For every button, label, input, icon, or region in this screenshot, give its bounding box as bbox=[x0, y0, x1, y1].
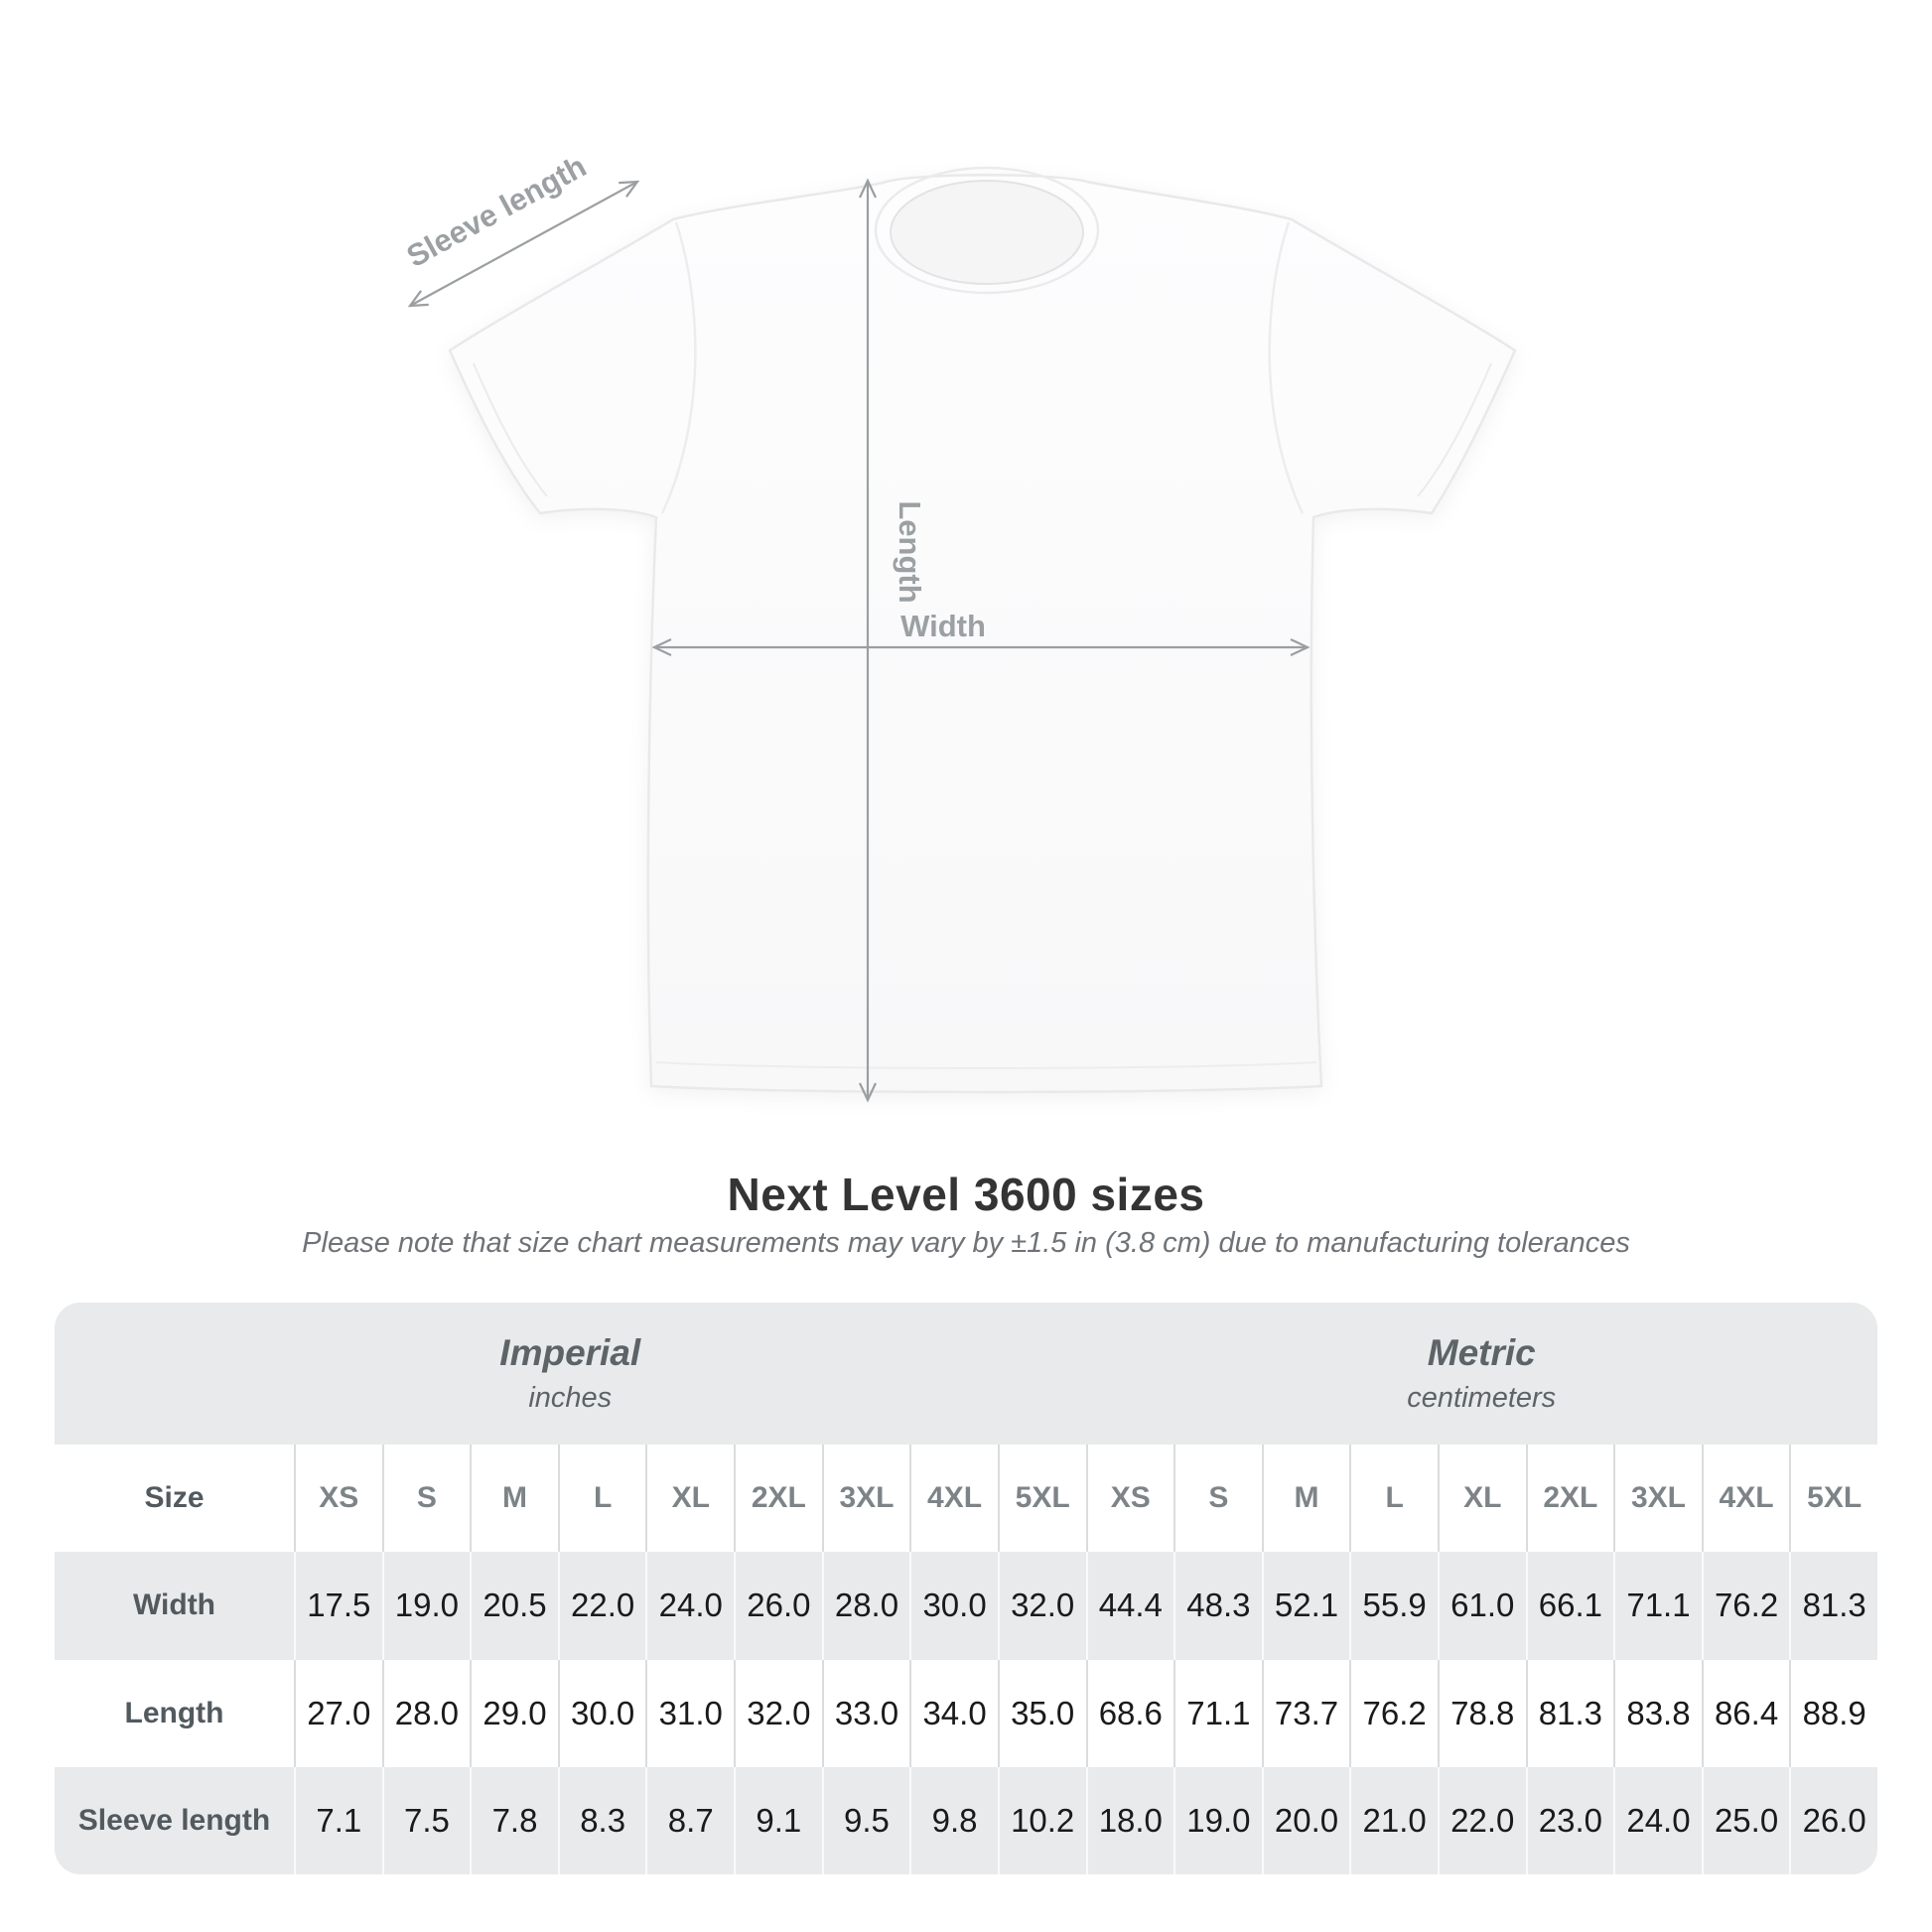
table-value-cell: 19.0 bbox=[1173, 1767, 1262, 1874]
table-value-cell: 25.0 bbox=[1702, 1767, 1790, 1874]
size-col-header-metric-l: L bbox=[1349, 1445, 1438, 1552]
table-value-cell: 81.3 bbox=[1526, 1660, 1614, 1767]
imperial-section-header bbox=[55, 1303, 1086, 1445]
table-value-cell: 68.6 bbox=[1086, 1660, 1174, 1767]
page-title: Next Level 3600 sizes bbox=[727, 1169, 1205, 1220]
table-value-cell: 61.0 bbox=[1438, 1552, 1526, 1659]
size-col-header-metric-5xl: 5XL bbox=[1789, 1445, 1877, 1552]
table-value-cell: 20.0 bbox=[1262, 1767, 1350, 1874]
size-col-header-metric-m: M bbox=[1262, 1445, 1350, 1552]
table-value-cell: 55.9 bbox=[1349, 1552, 1438, 1659]
table-value-cell: 17.5 bbox=[294, 1552, 382, 1659]
width-label: Width bbox=[900, 609, 986, 643]
size-col-header-imperial-xs: XS bbox=[294, 1445, 382, 1552]
table-value-cell: 88.9 bbox=[1789, 1660, 1877, 1767]
table-value-cell: 7.8 bbox=[470, 1767, 558, 1874]
table-value-cell: 76.2 bbox=[1349, 1660, 1438, 1767]
table-value-cell: 8.7 bbox=[645, 1767, 734, 1874]
table-value-cell: 66.1 bbox=[1526, 1552, 1614, 1659]
table-value-cell: 8.3 bbox=[558, 1767, 646, 1874]
table-value-cell: 24.0 bbox=[1613, 1767, 1702, 1874]
size-col-header-imperial-5xl: 5XL bbox=[998, 1445, 1086, 1552]
table-value-cell: 76.2 bbox=[1702, 1552, 1790, 1659]
table-row-label-length: Length bbox=[55, 1660, 294, 1767]
table-value-cell: 9.1 bbox=[734, 1767, 822, 1874]
size-col-header-metric-s: S bbox=[1173, 1445, 1262, 1552]
table-value-cell: 30.0 bbox=[558, 1660, 646, 1767]
size-col-header-imperial-l: L bbox=[558, 1445, 646, 1552]
size-col-header-imperial-3xl: 3XL bbox=[822, 1445, 910, 1552]
table-value-cell: 86.4 bbox=[1702, 1660, 1790, 1767]
metric-section-header bbox=[1086, 1303, 1878, 1445]
size-chart-table bbox=[55, 1303, 1877, 1874]
table-row-label-width: Width bbox=[55, 1552, 294, 1659]
size-col-header-imperial-2xl: 2XL bbox=[734, 1445, 822, 1552]
table-value-cell: 29.0 bbox=[470, 1660, 558, 1767]
size-col-header-imperial-s: S bbox=[382, 1445, 471, 1552]
table-value-cell: 7.1 bbox=[294, 1767, 382, 1874]
size-col-header-metric-xs: XS bbox=[1086, 1445, 1174, 1552]
table-value-cell: 31.0 bbox=[645, 1660, 734, 1767]
table-value-cell: 73.7 bbox=[1262, 1660, 1350, 1767]
metric-unit: centimeters bbox=[1407, 1382, 1557, 1414]
table-value-cell: 27.0 bbox=[294, 1660, 382, 1767]
size-col-header-metric-3xl: 3XL bbox=[1613, 1445, 1702, 1552]
table-value-cell: 81.3 bbox=[1789, 1552, 1877, 1659]
table-value-cell: 32.0 bbox=[734, 1660, 822, 1767]
table-value-cell: 26.0 bbox=[734, 1552, 822, 1659]
table-value-cell: 22.0 bbox=[558, 1552, 646, 1659]
size-col-header-imperial-xl: XL bbox=[645, 1445, 734, 1552]
table-value-cell: 52.1 bbox=[1262, 1552, 1350, 1659]
table-value-cell: 21.0 bbox=[1349, 1767, 1438, 1874]
size-col-header-imperial-m: M bbox=[470, 1445, 558, 1552]
table-value-cell: 18.0 bbox=[1086, 1767, 1174, 1874]
table-value-cell: 78.8 bbox=[1438, 1660, 1526, 1767]
size-col-header-metric-4xl: 4XL bbox=[1702, 1445, 1790, 1552]
table-value-cell: 71.1 bbox=[1613, 1552, 1702, 1659]
size-col-header-metric-xl: XL bbox=[1438, 1445, 1526, 1552]
collar-opening bbox=[891, 181, 1083, 284]
table-row-label-sleeve-length: Sleeve length bbox=[55, 1767, 294, 1874]
size-col-header-metric-2xl: 2XL bbox=[1526, 1445, 1614, 1552]
imperial-title: Imperial bbox=[499, 1332, 641, 1373]
table-value-cell: 9.8 bbox=[909, 1767, 998, 1874]
table-value-cell: 28.0 bbox=[822, 1552, 910, 1659]
table-value-cell: 71.1 bbox=[1173, 1660, 1262, 1767]
table-value-cell: 35.0 bbox=[998, 1660, 1086, 1767]
table-value-cell: 9.5 bbox=[822, 1767, 910, 1874]
size-col-header-imperial-4xl: 4XL bbox=[909, 1445, 998, 1552]
table-value-cell: 32.0 bbox=[998, 1552, 1086, 1659]
sleeve-length-label: Sleeve length bbox=[400, 148, 593, 274]
metric-title: Metric bbox=[1427, 1332, 1536, 1373]
table-value-cell: 19.0 bbox=[382, 1552, 471, 1659]
table-value-cell: 10.2 bbox=[998, 1767, 1086, 1874]
table-value-cell: 30.0 bbox=[909, 1552, 998, 1659]
table-value-cell: 26.0 bbox=[1789, 1767, 1877, 1874]
size-row-label: Size bbox=[55, 1445, 294, 1552]
table-value-cell: 48.3 bbox=[1173, 1552, 1262, 1659]
imperial-unit: inches bbox=[528, 1382, 613, 1414]
table-value-cell: 34.0 bbox=[909, 1660, 998, 1767]
length-label: Length bbox=[893, 500, 927, 604]
tolerance-note: Please note that size chart measurements may vary by ±1.5 in (3.8 cm) due to manufacturing tolerances bbox=[302, 1227, 1630, 1259]
table-value-cell: 44.4 bbox=[1086, 1552, 1174, 1659]
table-value-cell: 7.5 bbox=[382, 1767, 471, 1874]
table-value-cell: 24.0 bbox=[645, 1552, 734, 1659]
table-value-cell: 23.0 bbox=[1526, 1767, 1614, 1874]
table-value-cell: 83.8 bbox=[1613, 1660, 1702, 1767]
table-value-cell: 33.0 bbox=[822, 1660, 910, 1767]
table-value-cell: 22.0 bbox=[1438, 1767, 1526, 1874]
table-value-cell: 28.0 bbox=[382, 1660, 471, 1767]
table-value-cell: 20.5 bbox=[470, 1552, 558, 1659]
